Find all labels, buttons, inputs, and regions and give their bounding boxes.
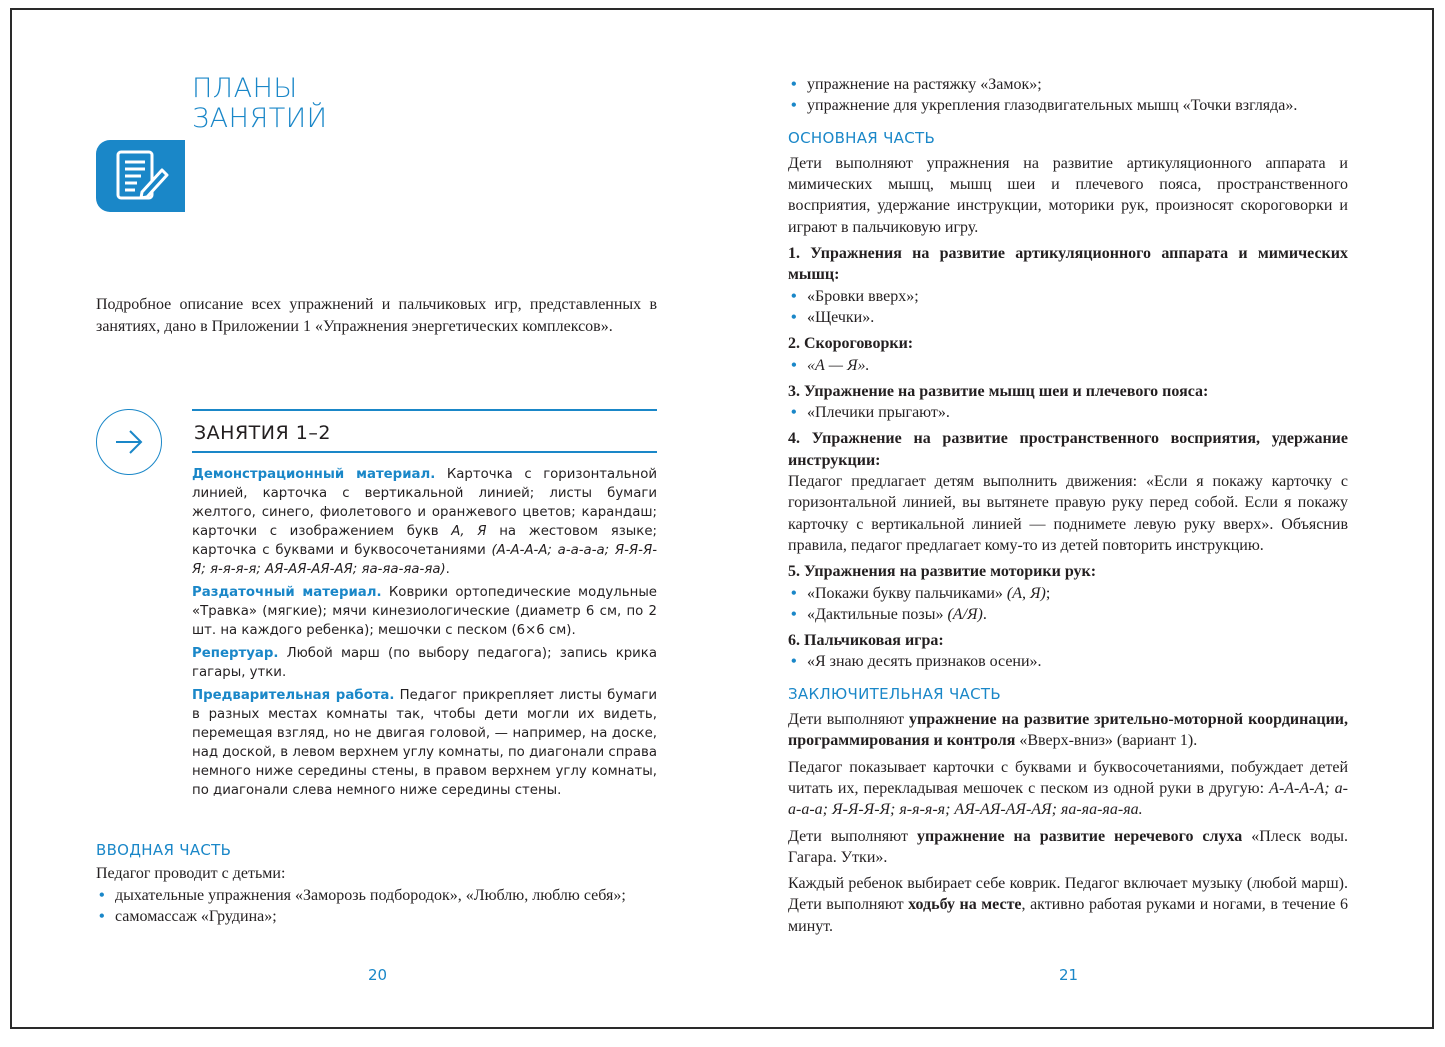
list-item: • «Щечки». <box>788 307 1348 328</box>
preliminary-work: Предварительная работа. Педагог прикрепляет листы бумаги в разных местах комнаты так, чтобы дети могли их видеть, перемещая взгляд, но не двигая головой, — например, на доске, над доской, в левом верхнем углу комнаты, по диагонали справа немного ниже середины стены, в правом верхнем углу комнаты, по диагонали слева немного ниже середины стены. <box>192 688 658 798</box>
demo-material: Демонстрационный материал. Карточка с горизонтальной линией, карточка с вертикальной линией; листы бумаги желтого, синего, фиолетового и оранжевого цветов; карандаш; карточки с изображением букв А, Я на жестовом языке; карточка с буквами и буквосочетаниями (А-А-А-А; а-а-а-а; Я-Я-Я-Я; я-я-я-я; АЯ-АЯ-АЯ-АЯ; яа-яа-яа-яа). <box>192 467 657 577</box>
list-item: • «Дактильные позы» (А/Я). <box>788 604 1348 625</box>
main-part-text: Дети выполняют упражнения на развитие артикуляционного аппарата и мимических мышц, мышц шеи и плечевого пояса, пространственного восприятия, удержание инструкции, моторики рук, произносят скороговорки и играют в пальчиковую игру. <box>788 154 1348 236</box>
list-item: • «А — Я». <box>788 355 1348 376</box>
exercise-5-list <box>788 583 1348 626</box>
final-paragraph-4: Каждый ребенок выбирает себе коврик. Педагог включает музыку (любой марш). Дети выполняют ходьбу на месте, активно работая руками и ногами, в течение 6 минут. <box>788 875 1349 935</box>
intro-part-text: Педагог проводит с детьми: <box>96 865 286 882</box>
top-list <box>788 74 1348 117</box>
exercise-2-list <box>788 355 1348 376</box>
title-line-2: ЗАНЯТИЙ <box>192 103 328 134</box>
exercise-4-title: 4. Упражнение на развитие пространственного восприятия, удержание инструкции: <box>788 430 1348 469</box>
exercise-2-title: 2. Скороговорки: <box>788 335 914 353</box>
materials-section <box>192 465 657 804</box>
page-number-right: 21 <box>1059 966 1079 984</box>
final-paragraph-1: Дети выполняют упражнение на развитие зрительно-моторной координации, программирования и контроля «Вверх-вниз» (вариант 1). <box>788 711 1349 750</box>
list-item: • «Покажи букву пальчиками» (А, Я); <box>788 583 1348 604</box>
list-item: • «Я знаю десять признаков осени». <box>788 651 1348 672</box>
final-paragraph-2: Педагог показывает карточки с буквами и буквосочетаниями, побуждает детей читать их, перекладывая мешочек с песком из одной руки в другую: А-А-А-А; а-а-а-а; Я-Я-Я-Я; я-я-я-я; АЯ-АЯ-АЯ-АЯ; яа-яа-яа-яа. <box>788 758 1349 819</box>
right-page-content <box>788 74 1348 937</box>
list-item: • «Бровки вверх»; <box>788 286 1348 307</box>
exercise-5-title: 5. Упражнения на развитие моторики рук: <box>788 563 1097 581</box>
exercise-4-text: Педагог предлагает детям выполнить движения: «Если я покажу карточку с горизонтальной линией, вы вытянете правую руку перед собой. Если я покажу карточку с вертикальной линией — поднимете левую руку вверх». Объяснив правила, педагог предлагает кому-то из детей повторить инструкцию. <box>788 473 1348 554</box>
intro-part-heading: ВВОДНАЯ ЧАСТЬ <box>96 841 232 859</box>
intro-paragraph: Подробное описание всех упражнений и пальчиковых игр, представленных в занятиях, дано в Приложении 1 «Упражнения энергетических комплексов». <box>96 296 657 335</box>
final-paragraph-3: Дети выполняют упражнение на развитие неречевого слуха «Плеск воды. Гагара. Утки». <box>788 827 1348 866</box>
exercise-6-list <box>788 651 1348 672</box>
exercise-1-list <box>788 286 1348 329</box>
exercise-1-title: 1. Упражнения на развитие артикуляционного аппарата и мимических мышц: <box>788 245 1348 284</box>
handout-material: Раздаточный материал. Коврики ортопедические модульные «Травка» (мягкие); мячи кинезиологические (диаметр 6 см, по 2 шт. на каждого ребенка); мешочки с песком (6×6 см). <box>192 585 657 638</box>
lesson-header <box>192 409 657 453</box>
main-part-heading: ОСНОВНАЯ ЧАСТЬ <box>788 128 936 147</box>
list-item: • самомассаж «Грудина»; <box>96 906 657 928</box>
intro-part <box>96 863 657 928</box>
list-item: • упражнение для укрепления глазодвигательных мышц «Точки взгляда». <box>788 95 1348 116</box>
title-line-1: ПЛАНЫ <box>192 73 298 104</box>
arrow-right-icon <box>113 427 145 457</box>
exercise-3-title: 3. Упражнение на развитие мышц шеи и плечевого пояса: <box>788 382 1209 400</box>
intro-part-list <box>96 885 657 928</box>
lesson-title: ЗАНЯТИЯ 1–2 <box>194 422 331 444</box>
final-part-heading: ЗАКЛЮЧИТЕЛЬНАЯ ЧАСТЬ <box>788 684 1001 703</box>
list-item: • «Плечики прыгают». <box>788 402 1348 423</box>
lesson-arrow-circle <box>96 409 162 475</box>
list-item: • упражнение на растяжку «Замок»; <box>788 74 1348 95</box>
document-badge <box>96 140 185 212</box>
page-title <box>192 74 327 134</box>
page-number-left: 20 <box>368 966 388 984</box>
repertoire: Репертуар. Любой марш (по выбору педагога); запись крика гагары, утки. <box>192 646 657 680</box>
exercise-6-title: 6. Пальчиковая игра: <box>788 632 944 650</box>
list-item: • дыхательные упражнения «Заморозь подбородок», «Люблю, люблю себя»; <box>96 885 657 907</box>
exercise-3-list <box>788 402 1348 423</box>
document-edit-icon <box>113 148 171 206</box>
